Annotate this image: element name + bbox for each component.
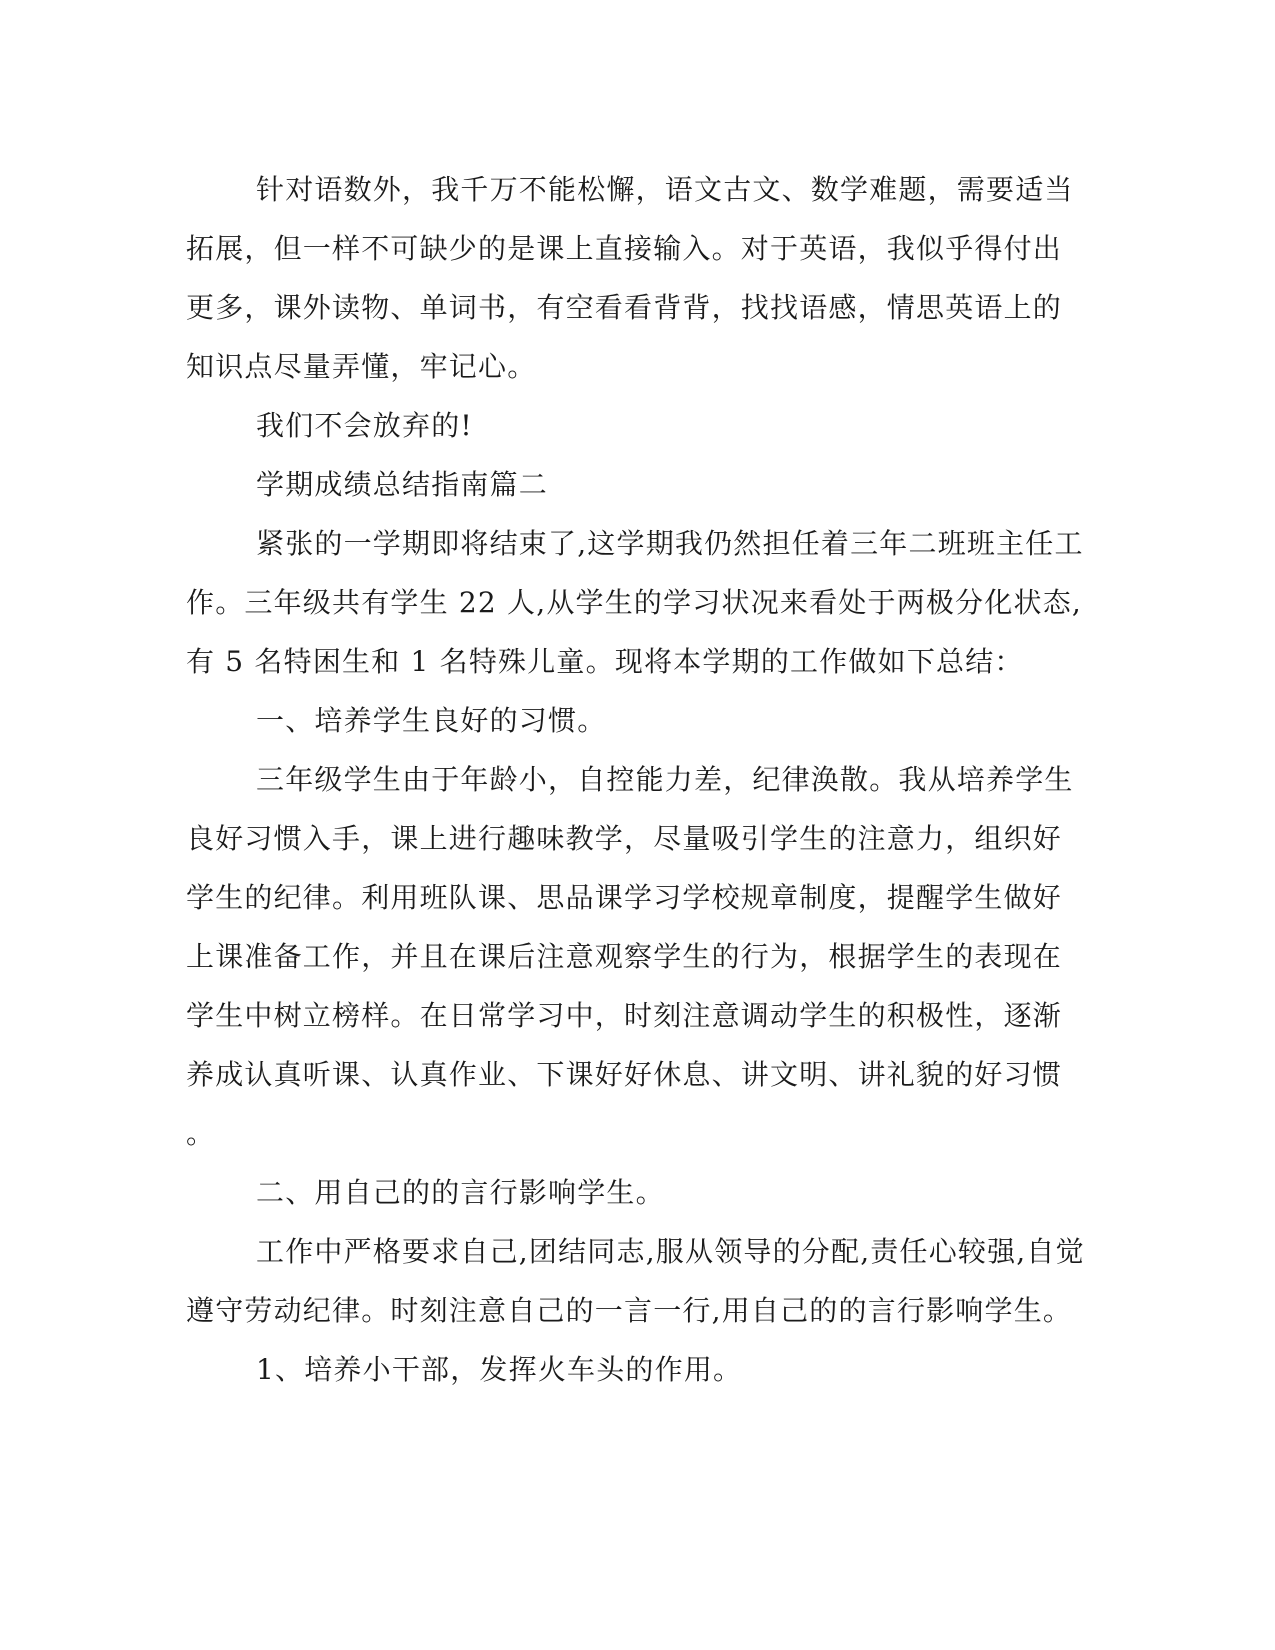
list-item: 1、培养小干部，发挥火车头的作用。	[256, 1353, 743, 1386]
paragraph-line: 我们不会放弃的!	[256, 409, 473, 442]
paragraph-line: 上课准备工作，并且在课后注意观察学生的行为，根据学生的表现在	[186, 940, 1063, 973]
paragraph-line: 学生中树立榜样。在日常学习中，时刻注意调动学生的积极性，逐渐	[186, 999, 1063, 1032]
subsection-heading: 二、用自己的的言行影响学生。	[256, 1176, 665, 1209]
section-heading: 学期成绩总结指南篇二	[256, 468, 549, 501]
paragraph-line: 作。三年级共有学生 22 人,从学生的学习状况来看处于两极分化状态,	[186, 586, 1083, 619]
paragraph-line: 良好习惯入手，课上进行趣味教学，尽量吸引学生的注意力，组织好	[186, 822, 1063, 855]
paragraph-line: 学生的纪律。利用班队课、思品课学习学校规章制度，提醒学生做好	[186, 881, 1063, 914]
paragraph-line: 。	[186, 1117, 216, 1150]
paragraph-line: 有 5 名特困生和 1 名特殊儿童。现将本学期的工作做如下总结：	[186, 645, 1024, 678]
document-body	[186, 160, 1086, 1399]
subsection-heading: 一、培养学生良好的习惯。	[256, 704, 607, 737]
paragraph-line: 养成认真听课、认真作业、下课好好休息、讲文明、讲礼貌的好习惯	[186, 1058, 1063, 1091]
paragraph-line: 遵守劳动纪律。时刻注意自己的一言一行,用自己的的言行影响学生。	[186, 1294, 1073, 1327]
paragraph-line: 工作中严格要求自己,团结同志,服从领导的分配,责任心较强,自觉	[256, 1235, 1085, 1268]
paragraph-line: 拓展，但一样不可缺少的是课上直接输入。对于英语，我似乎得付出	[186, 232, 1063, 265]
paragraph-line: 针对语数外，我千万不能松懈，语文古文、数学难题，需要适当	[256, 173, 1074, 206]
paragraph-line: 三年级学生由于年龄小，自控能力差，纪律涣散。我从培养学生	[256, 763, 1074, 796]
paragraph-line: 紧张的一学期即将结束了,这学期我仍然担任着三年二班班主任工	[256, 527, 1084, 560]
paragraph-line: 更多，课外读物、单词书，有空看看背背，找找语感，情思英语上的	[186, 291, 1063, 324]
paragraph-line: 知识点尽量弄懂，牢记心。	[186, 350, 537, 383]
